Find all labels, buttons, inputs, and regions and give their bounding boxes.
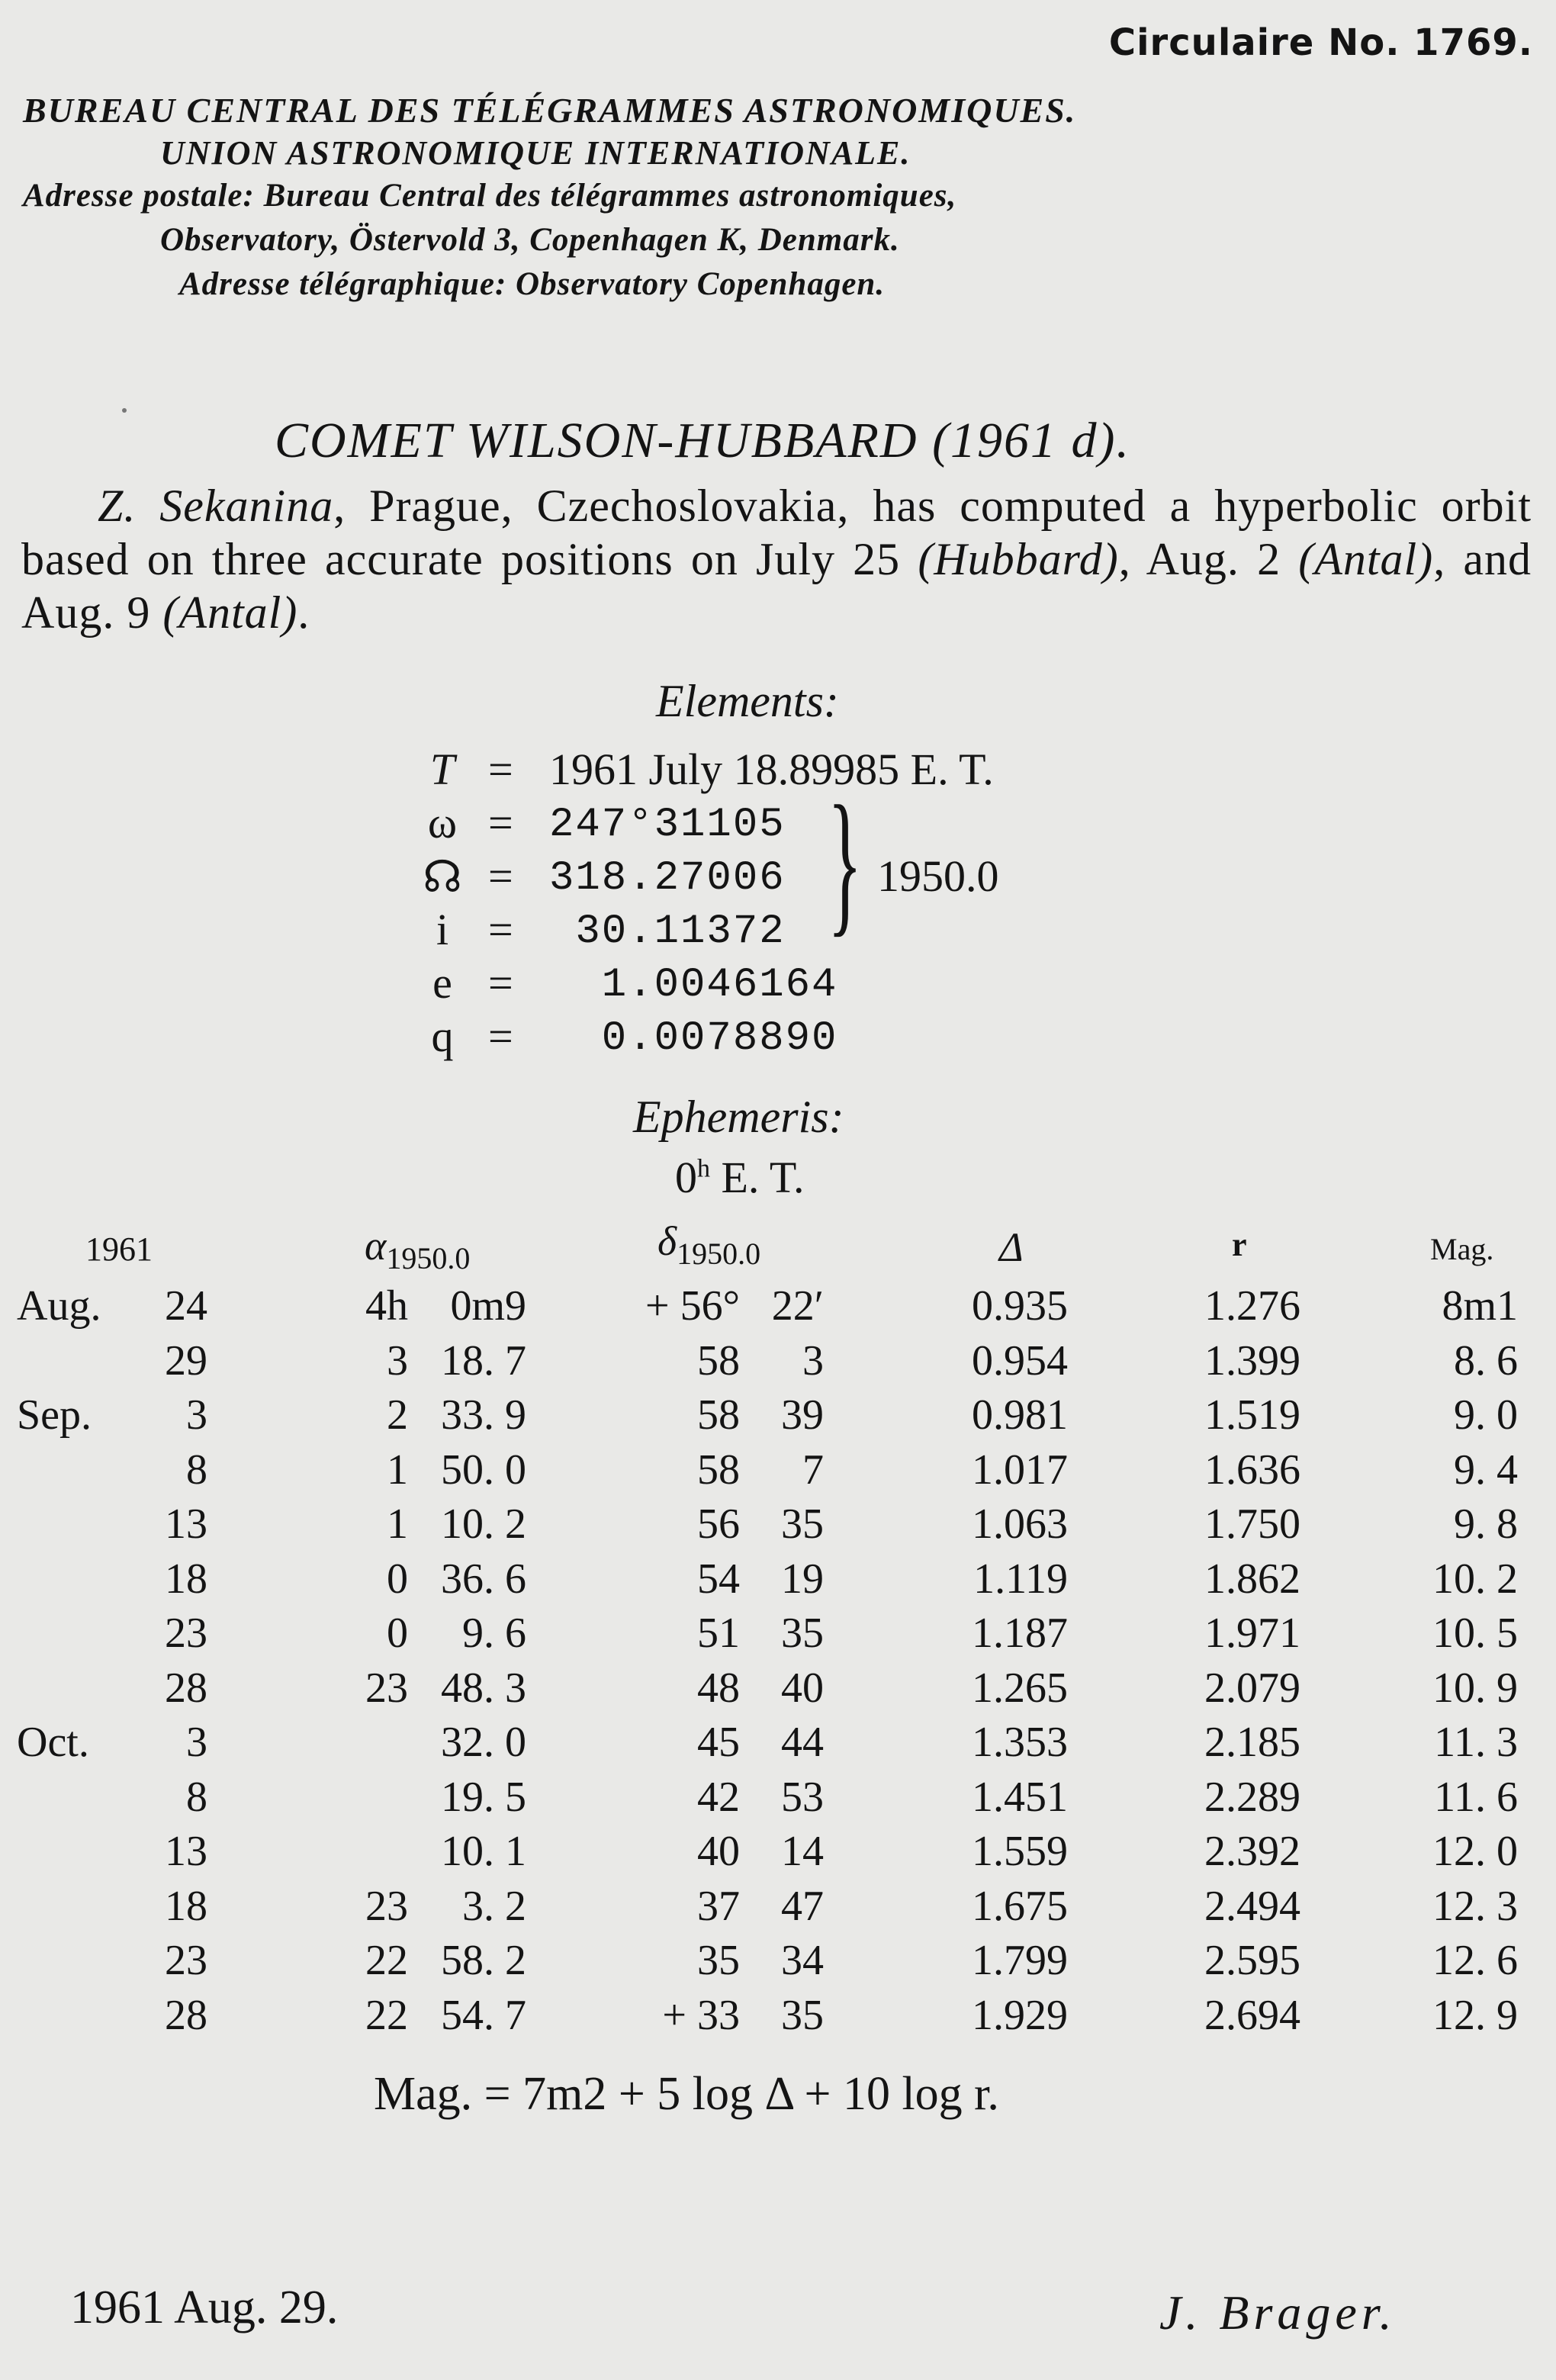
col-ra-epoch: 1950.0 bbox=[386, 1240, 471, 1275]
col-dec-epoch: 1950.0 bbox=[677, 1236, 761, 1271]
cell-ra-minutes: 3. 2 bbox=[462, 1882, 526, 1930]
element-inclination bbox=[420, 904, 1182, 959]
cell-day: 8 bbox=[186, 1446, 207, 1494]
cell-r: 1.399 bbox=[1204, 1336, 1300, 1385]
cell-ra-hours: 23 bbox=[365, 1664, 408, 1712]
paragraph-text-4: . bbox=[297, 587, 310, 638]
cell-r: 2.185 bbox=[1204, 1719, 1300, 1766]
cell-dec-minutes: 35 bbox=[781, 1610, 824, 1657]
cell-dec-degrees: + 33 bbox=[662, 1991, 740, 2039]
cell-r: 2.289 bbox=[1204, 1773, 1300, 1821]
cell-ra-minutes: 19. 5 bbox=[441, 1773, 526, 1821]
cell-r: 1.636 bbox=[1204, 1446, 1300, 1494]
cell-delta: 1.675 bbox=[972, 1882, 1068, 1930]
cell-dec-minutes: 3 bbox=[802, 1336, 824, 1385]
cell-dec-minutes: 34 bbox=[781, 1937, 824, 1984]
cell-dec-minutes: 44 bbox=[781, 1719, 824, 1766]
telegraphic-address: Adresse télégraphique: Observatory Copenhagen. bbox=[179, 266, 886, 302]
element-eccentricity bbox=[420, 957, 1182, 1012]
cell-dec-minutes: 19 bbox=[781, 1555, 824, 1603]
cell-mag: 9. 8 bbox=[1454, 1500, 1518, 1548]
cell-mag: 12. 0 bbox=[1432, 1828, 1518, 1875]
element-equals: = bbox=[488, 905, 513, 954]
cell-r: 2.694 bbox=[1204, 1991, 1300, 2039]
cell-day: 13 bbox=[165, 1500, 207, 1548]
element-value: 1.0046164 bbox=[549, 962, 838, 1008]
cell-r: 2.595 bbox=[1204, 1937, 1300, 1984]
col-ra bbox=[365, 1222, 470, 1276]
ephemeris-time bbox=[675, 1152, 805, 1203]
cell-day: 13 bbox=[165, 1828, 207, 1875]
cell-ra-minutes: 48. 3 bbox=[441, 1664, 526, 1712]
cell-dec-minutes: 39 bbox=[781, 1391, 824, 1439]
cell-day: 18 bbox=[165, 1555, 207, 1603]
cell-mag: 10. 5 bbox=[1432, 1610, 1518, 1657]
element-equals: = bbox=[488, 958, 513, 1008]
cell-dec-minutes: 40 bbox=[781, 1664, 824, 1712]
cell-delta: 1.063 bbox=[972, 1500, 1068, 1548]
cell-mag: 8. 6 bbox=[1454, 1336, 1518, 1385]
cell-delta: 1.929 bbox=[972, 1991, 1068, 2039]
cell-mag: 12. 9 bbox=[1432, 1991, 1518, 2039]
cell-ra-minutes: 9. 6 bbox=[462, 1610, 526, 1657]
cell-dec-minutes: 53 bbox=[781, 1773, 824, 1821]
cell-ra-minutes: 36. 6 bbox=[441, 1555, 526, 1603]
element-value: 1961 July 18.89985 E. T. bbox=[549, 745, 994, 794]
element-value: 0.0078890 bbox=[549, 1015, 838, 1062]
col-delta: Δ bbox=[999, 1224, 1024, 1270]
element-symbol: ☊ bbox=[423, 852, 462, 902]
cell-day: 29 bbox=[165, 1336, 207, 1385]
cell-mag: 12. 3 bbox=[1432, 1882, 1518, 1930]
observer-1: (Hubbard) bbox=[918, 534, 1119, 584]
equinox-brace: } bbox=[828, 774, 863, 950]
cell-ra-hours: 4h bbox=[365, 1282, 408, 1330]
cell-mag: 12. 6 bbox=[1432, 1937, 1518, 1984]
cell-r: 2.494 bbox=[1204, 1882, 1300, 1930]
cell-mag: 11. 3 bbox=[1434, 1719, 1518, 1766]
time-value: 0 bbox=[675, 1153, 697, 1202]
cell-ra-minutes: 18. 7 bbox=[441, 1336, 526, 1385]
cell-dec-degrees: + 56° bbox=[645, 1282, 740, 1330]
element-equals: = bbox=[488, 798, 513, 847]
element-equals: = bbox=[488, 851, 513, 901]
equinox-epoch: 1950.0 bbox=[877, 851, 999, 901]
cell-mag: 10. 9 bbox=[1432, 1664, 1518, 1712]
element-symbol: e bbox=[432, 958, 452, 1008]
cell-mag: 10. 2 bbox=[1432, 1555, 1518, 1603]
cell-ra-hours: 2 bbox=[387, 1391, 408, 1439]
cell-ra-hours: 22 bbox=[365, 1991, 408, 2039]
cell-ra-minutes: 54. 7 bbox=[441, 1991, 526, 2039]
cell-dec-minutes: 14 bbox=[781, 1828, 824, 1875]
cell-r: 1.862 bbox=[1204, 1555, 1300, 1603]
cell-dec-minutes: 47 bbox=[781, 1882, 824, 1930]
cell-delta: 0.935 bbox=[972, 1282, 1068, 1330]
cell-dec-degrees: 48 bbox=[697, 1664, 740, 1712]
cell-day: 18 bbox=[165, 1882, 207, 1930]
cell-ra-minutes: 32. 0 bbox=[441, 1719, 526, 1766]
cell-r: 2.392 bbox=[1204, 1828, 1300, 1875]
observer-2: (Antal) bbox=[1298, 534, 1434, 584]
cell-mag: 11. 6 bbox=[1434, 1773, 1518, 1821]
cell-ra-minutes: 50. 0 bbox=[441, 1446, 526, 1494]
cell-month: Aug. bbox=[17, 1282, 101, 1330]
cell-ra-hours: 22 bbox=[365, 1937, 408, 1984]
cell-delta: 1.559 bbox=[972, 1828, 1068, 1875]
cell-ra-hours: 3 bbox=[387, 1336, 408, 1385]
col-year: 1961 bbox=[85, 1230, 153, 1268]
cell-delta: 0.981 bbox=[972, 1391, 1068, 1439]
cell-r: 1.519 bbox=[1204, 1391, 1300, 1439]
cell-day: 3 bbox=[186, 1391, 207, 1439]
cell-ra-minutes: 0m9 bbox=[450, 1282, 526, 1330]
element-value: 30.11372 bbox=[549, 909, 786, 955]
col-r: r bbox=[1232, 1226, 1247, 1263]
element-value: 247°31105 bbox=[549, 802, 786, 848]
cell-delta: 1.265 bbox=[972, 1664, 1068, 1712]
cell-day: 28 bbox=[165, 1991, 207, 2039]
comet-title: COMET WILSON-HUBBARD (1961 d). bbox=[275, 413, 1131, 468]
cell-ra-hours: 0 bbox=[387, 1610, 408, 1657]
cell-dec-minutes: 22′ bbox=[771, 1282, 824, 1330]
cell-day: 28 bbox=[165, 1664, 207, 1712]
cell-delta: 0.954 bbox=[972, 1336, 1068, 1385]
cell-day: 23 bbox=[165, 1610, 207, 1657]
element-ascending-node bbox=[420, 851, 1182, 905]
speck bbox=[122, 408, 127, 413]
author-name: Z. Sekanina bbox=[98, 481, 334, 531]
cell-dec-degrees: 51 bbox=[697, 1610, 740, 1657]
cell-dec-minutes: 35 bbox=[781, 1991, 824, 2039]
paragraph-text-3: , and Aug. 9 bbox=[21, 534, 1532, 638]
cell-ra-hours: 1 bbox=[387, 1500, 408, 1548]
union-title: UNION ASTRONOMIQUE INTERNATIONALE. bbox=[160, 134, 911, 172]
element-equals: = bbox=[488, 1011, 513, 1061]
cell-mag: 9. 0 bbox=[1454, 1391, 1518, 1439]
col-dec bbox=[657, 1217, 760, 1272]
element-equals: = bbox=[488, 745, 513, 794]
cell-ra-minutes: 10. 2 bbox=[441, 1500, 526, 1548]
cell-dec-degrees: 58 bbox=[697, 1446, 740, 1494]
col-ra-symbol: α bbox=[365, 1223, 387, 1269]
cell-day: 24 bbox=[165, 1282, 207, 1330]
cell-dec-degrees: 35 bbox=[697, 1937, 740, 1984]
cell-mag: 9. 4 bbox=[1454, 1446, 1518, 1494]
cell-day: 8 bbox=[186, 1773, 207, 1821]
cell-r: 1.750 bbox=[1204, 1500, 1300, 1548]
element-symbol: T bbox=[429, 745, 455, 794]
cell-ra-minutes: 10. 1 bbox=[441, 1828, 526, 1875]
cell-delta: 1.799 bbox=[972, 1937, 1068, 1984]
magnitude-formula: Mag. = 7m2 + 5 log Δ + 10 log r. bbox=[374, 2068, 999, 2120]
cell-r: 1.971 bbox=[1204, 1610, 1300, 1657]
element-value: 318.27006 bbox=[549, 855, 786, 902]
cell-dec-degrees: 58 bbox=[697, 1391, 740, 1439]
cell-dec-degrees: 45 bbox=[697, 1719, 740, 1766]
announcement-paragraph bbox=[21, 479, 1532, 639]
cell-day: 23 bbox=[165, 1937, 207, 1984]
observer-3: (Antal) bbox=[162, 587, 298, 638]
paragraph-text-2: , Aug. 2 bbox=[1118, 534, 1299, 584]
cell-delta: 1.017 bbox=[972, 1446, 1068, 1494]
cell-dec-minutes: 35 bbox=[781, 1500, 824, 1548]
col-mag: Mag. bbox=[1430, 1232, 1494, 1266]
time-system: E. T. bbox=[710, 1153, 805, 1202]
ephemeris-heading: Ephemeris: bbox=[633, 1092, 844, 1142]
cell-ra-minutes: 33. 9 bbox=[441, 1391, 526, 1439]
cell-ra-hours: 0 bbox=[387, 1555, 408, 1603]
element-symbol: i bbox=[436, 905, 449, 954]
issue-date: 1961 Aug. 29. bbox=[70, 2282, 339, 2333]
time-unit: h bbox=[697, 1154, 710, 1183]
postal-address-label: Adresse postale: Bureau Central des télégrammes astronomiques, bbox=[23, 178, 957, 214]
cell-dec-degrees: 37 bbox=[697, 1882, 740, 1930]
signature: J. Brager. bbox=[1159, 2285, 1397, 2340]
element-perihelion-time bbox=[420, 744, 1182, 799]
paragraph-text-1: , Prague, Czechoslovakia, has computed a hyperbolic orbit based on three accurate positions on July 25 bbox=[21, 481, 1532, 584]
cell-month: Oct. bbox=[17, 1719, 89, 1766]
cell-r: 1.276 bbox=[1204, 1282, 1300, 1330]
element-arg-perihelion bbox=[420, 797, 1182, 852]
col-dec-symbol: δ bbox=[657, 1218, 677, 1264]
cell-ra-hours: 1 bbox=[387, 1446, 408, 1494]
cell-dec-degrees: 42 bbox=[697, 1773, 740, 1821]
circular-number: Circulaire No. 1769. bbox=[1108, 21, 1533, 64]
cell-month: Sep. bbox=[17, 1391, 92, 1439]
cell-delta: 1.187 bbox=[972, 1610, 1068, 1657]
cell-day: 3 bbox=[186, 1719, 207, 1766]
cell-dec-degrees: 40 bbox=[697, 1828, 740, 1875]
cell-dec-minutes: 7 bbox=[802, 1446, 824, 1494]
cell-ra-minutes: 58. 2 bbox=[441, 1937, 526, 1984]
cell-delta: 1.353 bbox=[972, 1719, 1068, 1766]
cell-mag: 8m1 bbox=[1442, 1282, 1518, 1330]
cell-ra-hours: 23 bbox=[365, 1882, 408, 1930]
element-perihelion-distance bbox=[420, 1011, 1182, 1066]
cell-r: 2.079 bbox=[1204, 1664, 1300, 1712]
cell-dec-degrees: 54 bbox=[697, 1555, 740, 1603]
elements-heading: Elements: bbox=[656, 676, 839, 726]
element-symbol: ω bbox=[427, 798, 458, 847]
postal-address: Observatory, Östervold 3, Copenhagen K, Denmark. bbox=[160, 222, 900, 258]
cell-delta: 1.119 bbox=[973, 1555, 1068, 1603]
cell-dec-degrees: 56 bbox=[697, 1500, 740, 1548]
cell-delta: 1.451 bbox=[972, 1773, 1068, 1821]
cell-dec-degrees: 58 bbox=[697, 1336, 740, 1385]
element-symbol: q bbox=[431, 1011, 454, 1061]
bureau-title: BUREAU CENTRAL DES TÉLÉGRAMMES ASTRONOMIQUES. bbox=[23, 91, 1077, 130]
